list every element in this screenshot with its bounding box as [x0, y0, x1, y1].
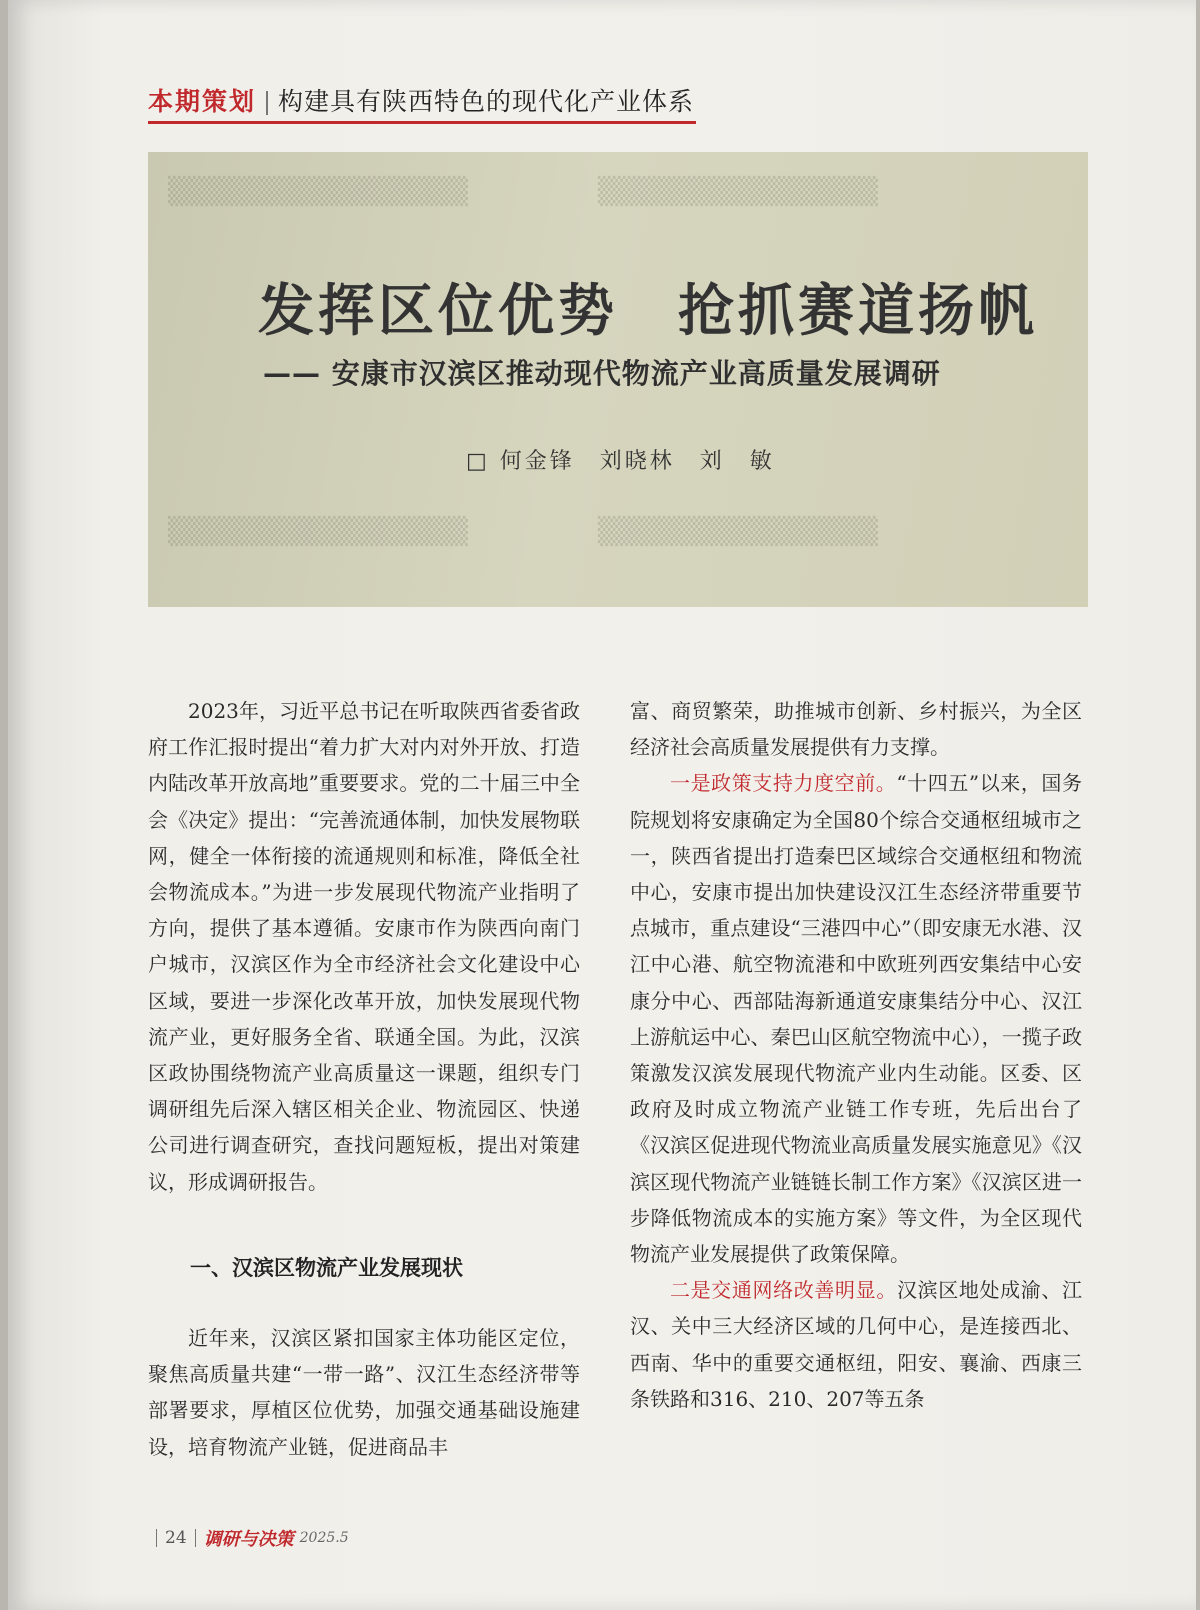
footer-divider-right — [195, 1529, 196, 1547]
point-1-body: “十四五”以来，国务院规划将安康确定为全国80个综合交通枢纽城市之一，陕西省提出打造秦巴区域综合交通枢纽和物流中心，安康市提出加快建设汉江生态经济带重要节点城市，重点建设“三港四中心”（即安康无水港、汉江中心港、航空物流港和中欧班列西安集结中心安康分中心、西部陆海新通道安康集结分中心、汉江上游航运中心、秦巴山区航空物流中心），一揽子政策激发汉滨发展现代物流产业内生动能。区委、区政府及时成立物流产业链工作专班，先后出台了《汉滨区促进现代物流业高质量发展实施意见》《汉滨区现代物流产业链链长制工作方案》《汉滨区进一步降低物流成本的实施方案》等文件，为全区现代物流产业发展提供了政策保障。 — [630, 771, 1083, 1267]
article-authors: □ 何金锋 刘晓林 刘 敏 — [466, 449, 775, 474]
point-2-paragraph — [630, 1272, 1082, 1417]
section-header — [148, 78, 694, 118]
right-column — [630, 693, 1082, 1417]
left-column — [148, 693, 580, 1465]
header-rule — [148, 121, 696, 124]
continuation-paragraph: 富、商贸繁荣，助推城市创新、乡村振兴，为全区经济社会高质量发展提供有力支撑。 — [630, 699, 1082, 760]
header-divider — [266, 91, 268, 115]
section-heading: 一、汉滨区物流产业发展现状 — [190, 1255, 463, 1280]
page-footer — [148, 1525, 349, 1551]
background-texture-2: ▒▒▒▒▒▒▒▒▒▒▒▒▒▒▒ ▒▒▒▒▒▒▒▒▒▒▒▒▒▒ — [168, 517, 878, 547]
article-subtitle: —— 安康市汉滨区推动现代物流产业高质量发展调研 — [263, 357, 941, 390]
page-number: 24 — [165, 1528, 187, 1548]
point-1-paragraph — [630, 765, 1082, 1272]
footer-divider-left — [156, 1529, 157, 1547]
point-2-body: 汉滨区地处成渝、江汉、关中三大经济区域的几何中心，是连接西北、西南、华中的重要交通枢纽，阳安、襄渝、西康三条铁路和316、210、207等五条 — [630, 1278, 1083, 1411]
section-paragraph: 近年来，汉滨区紧扣国家主体功能区定位，聚焦高质量共建“一带一路”、汉江生态经济带等部署要求，厚植区位优势，加强交通基础设施建设，培育物流产业链，促进商品丰 — [148, 1326, 580, 1459]
title-banner — [148, 152, 1088, 607]
intro-paragraph: 2023年，习近平总书记在听取陕西省委省政府工作汇报时提出“着力扩大对内对外开放、打造内陆改革开放高地”重要要求。党的二十届三中全会《决定》提出：“完善流通体制，加快发展物联网，健全一体衔接的流通规则和标准，降低全社会物流成本。”为进一步发展现代物流产业指明了方向，提供了基本遵循。安康市作为陕西向南门户城市，汉滨区作为全市经济社会文化建设中心区域，要进一步深化改革开放，加快发展现代物流产业，更好服务全省、联通全国。为此，汉滨区政协围绕物流产业高质量这一课题，组织专门调研组先后深入辖区相关企业、物流园区、快递公司进行调查研究，查找问题短板，提出对策建议，形成调研报告。 — [148, 699, 580, 1194]
point-2-lead: 二是交通网络改善明显。 — [670, 1278, 897, 1303]
section-tag: 本期策划 — [148, 87, 257, 116]
section-topic: 构建具有陕西特色的现代化产业体系 — [278, 87, 695, 116]
article-title: 发挥区位优势 抢抓赛道扬帆 — [258, 278, 1038, 344]
magazine-page — [8, 0, 1196, 1610]
issue-number: 2025.5 — [299, 1530, 349, 1546]
point-1-lead: 一是政策支持力度空前。 — [670, 771, 897, 796]
background-texture: ▒▒▒▒▒▒▒▒▒▒▒▒▒▒▒ ▒▒▒▒▒▒▒▒▒▒▒▒▒▒ — [168, 177, 878, 207]
magazine-name: 调研与决策 — [203, 1529, 294, 1550]
